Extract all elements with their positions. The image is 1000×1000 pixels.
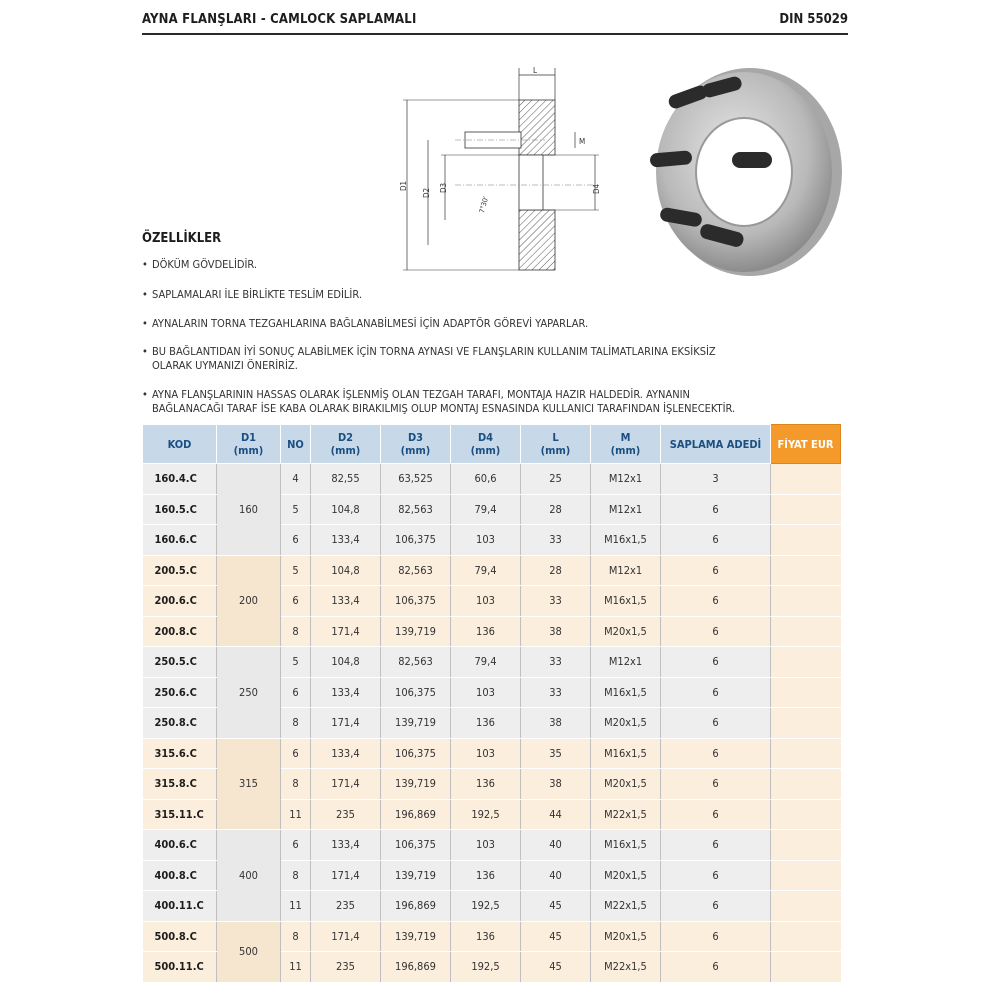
cell-d4: 192,5 — [451, 952, 521, 983]
cell-fiyat — [771, 769, 841, 800]
cell-fiyat — [771, 494, 841, 525]
cell-d4: 103 — [451, 677, 521, 708]
cell-fiyat — [771, 830, 841, 861]
cell-d2: 171,4 — [311, 769, 381, 800]
cell-m: M12x1 — [591, 494, 661, 525]
cell-d3: 139,719 — [381, 708, 451, 739]
cell-d4: 192,5 — [451, 891, 521, 922]
col-no: NO — [281, 425, 311, 464]
cell-d4: 60,6 — [451, 464, 521, 495]
cell-d4: 103 — [451, 738, 521, 769]
cell-kod: 200.8.C — [143, 616, 217, 647]
cell-saplama: 6 — [661, 708, 771, 739]
cell-d3: 139,719 — [381, 769, 451, 800]
col-saplama: SAPLAMA ADEDİ — [661, 425, 771, 464]
cell-l: 45 — [521, 891, 591, 922]
cell-no: 8 — [281, 860, 311, 891]
cell-kod: 250.5.C — [143, 647, 217, 678]
cell-d2: 133,4 — [311, 586, 381, 617]
cell-d3: 196,869 — [381, 799, 451, 830]
flange-section-drawing — [395, 60, 635, 280]
cell-d3: 82,563 — [381, 494, 451, 525]
col-l: L (mm) — [521, 425, 591, 464]
cell-fiyat — [771, 525, 841, 556]
table-row — [143, 921, 841, 952]
cell-d3: 106,375 — [381, 738, 451, 769]
table-row — [143, 738, 841, 769]
cell-kod: 160.4.C — [143, 464, 217, 495]
cell-no: 6 — [281, 677, 311, 708]
cell-saplama: 6 — [661, 677, 771, 708]
cell-fiyat — [771, 738, 841, 769]
standard-label: DIN 55029 — [779, 12, 848, 27]
cell-kod: 160.5.C — [143, 494, 217, 525]
cell-fiyat — [771, 647, 841, 678]
cell-m: M20x1,5 — [591, 616, 661, 647]
cell-no: 11 — [281, 891, 311, 922]
cell-d3: 63,525 — [381, 464, 451, 495]
cell-saplama: 6 — [661, 555, 771, 586]
cell-l: 38 — [521, 708, 591, 739]
cell-d4: 103 — [451, 586, 521, 617]
cell-d2: 171,4 — [311, 616, 381, 647]
cell-m: M20x1,5 — [591, 860, 661, 891]
cell-d1: 160 — [217, 464, 281, 556]
label-d1: D1 — [399, 180, 408, 191]
cell-l: 40 — [521, 830, 591, 861]
feature-item: • DÖKÜM GÖVDELİDİR. — [142, 258, 258, 271]
table-body — [143, 464, 841, 983]
cell-saplama: 6 — [661, 921, 771, 952]
cell-kod: 250.6.C — [143, 677, 217, 708]
cell-kod: 400.8.C — [143, 860, 217, 891]
cell-d3: 139,719 — [381, 921, 451, 952]
cell-fiyat — [771, 464, 841, 495]
cell-saplama: 6 — [661, 525, 771, 556]
cell-no: 6 — [281, 586, 311, 617]
cell-l: 38 — [521, 769, 591, 800]
cell-d3: 196,869 — [381, 952, 451, 983]
cell-d1: 500 — [217, 921, 281, 982]
cell-d2: 133,4 — [311, 830, 381, 861]
cell-d3: 106,375 — [381, 525, 451, 556]
cell-d2: 235 — [311, 891, 381, 922]
cell-saplama: 6 — [661, 738, 771, 769]
cell-d2: 235 — [311, 952, 381, 983]
cell-d2: 104,8 — [311, 494, 381, 525]
cell-l: 45 — [521, 921, 591, 952]
table-row — [143, 647, 841, 678]
col-m: M (mm) — [591, 425, 661, 464]
cell-fiyat — [771, 921, 841, 952]
cell-l: 33 — [521, 586, 591, 617]
cell-m: M20x1,5 — [591, 921, 661, 952]
cell-d3: 82,563 — [381, 647, 451, 678]
col-d2: D2 (mm) — [311, 425, 381, 464]
cell-m: M22x1,5 — [591, 891, 661, 922]
table-row — [143, 830, 841, 861]
cell-saplama: 6 — [661, 586, 771, 617]
cell-l: 38 — [521, 616, 591, 647]
cell-no: 8 — [281, 921, 311, 952]
cell-fiyat — [771, 708, 841, 739]
cell-m: M22x1,5 — [591, 952, 661, 983]
cell-d3: 106,375 — [381, 677, 451, 708]
col-d3: D3 (mm) — [381, 425, 451, 464]
cell-saplama: 6 — [661, 647, 771, 678]
cell-l: 40 — [521, 860, 591, 891]
table-row — [143, 555, 841, 586]
cell-d1: 200 — [217, 555, 281, 647]
cell-kod: 160.6.C — [143, 525, 217, 556]
cell-kod: 315.11.C — [143, 799, 217, 830]
cell-d2: 104,8 — [311, 647, 381, 678]
cell-d2: 104,8 — [311, 555, 381, 586]
feature-item: • AYNA FLANŞLARININ HASSAS OLARAK İŞLENMİŞ OLAN TEZGAH TARAFI, MONTAJA HAZIR HALDEDİR. AYNANIN — [142, 388, 690, 401]
cell-l: 33 — [521, 677, 591, 708]
cell-no: 5 — [281, 555, 311, 586]
cell-fiyat — [771, 586, 841, 617]
cell-d1: 250 — [217, 647, 281, 739]
cell-d3: 139,719 — [381, 616, 451, 647]
cell-kod: 315.6.C — [143, 738, 217, 769]
cell-kod: 315.8.C — [143, 769, 217, 800]
cell-l: 44 — [521, 799, 591, 830]
col-d1: D1 (mm) — [217, 425, 281, 464]
cell-d3: 82,563 — [381, 555, 451, 586]
feature-item: • AYNALARIN TORNA TEZGAHLARINA BAĞLANABİLMESİ İÇİN ADAPTÖR GÖREVİ YAPARLAR. — [142, 317, 589, 330]
table-row — [143, 464, 841, 495]
cell-d4: 136 — [451, 616, 521, 647]
cell-no: 11 — [281, 799, 311, 830]
cell-d4: 136 — [451, 860, 521, 891]
features-title: ÖZELLİKLER — [142, 231, 222, 246]
cell-no: 4 — [281, 464, 311, 495]
cell-d4: 103 — [451, 830, 521, 861]
cell-l: 28 — [521, 494, 591, 525]
col-fiyat: FİYAT EUR — [771, 425, 841, 464]
cell-no: 8 — [281, 769, 311, 800]
cell-d4: 192,5 — [451, 799, 521, 830]
cell-d4: 79,4 — [451, 494, 521, 525]
label-l: L — [533, 66, 538, 75]
cell-d4: 103 — [451, 525, 521, 556]
page-title: AYNA FLANŞLARI - CAMLOCK SAPLAMALI — [142, 12, 417, 27]
cell-l: 35 — [521, 738, 591, 769]
cell-d2: 82,55 — [311, 464, 381, 495]
cell-kod: 250.8.C — [143, 708, 217, 739]
cell-m: M20x1,5 — [591, 769, 661, 800]
cell-m: M16x1,5 — [591, 738, 661, 769]
cell-no: 8 — [281, 708, 311, 739]
label-d4: D4 — [592, 183, 601, 194]
cell-kod: 500.8.C — [143, 921, 217, 952]
cell-no: 11 — [281, 952, 311, 983]
flange-product-image — [640, 60, 845, 285]
label-d2: D2 — [422, 187, 431, 198]
cell-saplama: 6 — [661, 830, 771, 861]
cell-d4: 136 — [451, 708, 521, 739]
cell-d3: 139,719 — [381, 860, 451, 891]
cell-kod: 400.11.C — [143, 891, 217, 922]
cell-d3: 196,869 — [381, 891, 451, 922]
cell-d2: 171,4 — [311, 921, 381, 952]
cell-d4: 136 — [451, 921, 521, 952]
cell-m: M22x1,5 — [591, 799, 661, 830]
cell-kod: 200.6.C — [143, 586, 217, 617]
cell-d2: 235 — [311, 799, 381, 830]
cell-kod: 400.6.C — [143, 830, 217, 861]
col-d4: D4 (mm) — [451, 425, 521, 464]
cell-fiyat — [771, 799, 841, 830]
cell-fiyat — [771, 891, 841, 922]
cell-m: M12x1 — [591, 647, 661, 678]
cell-saplama: 6 — [661, 860, 771, 891]
cell-d2: 133,4 — [311, 738, 381, 769]
cell-fiyat — [771, 860, 841, 891]
cell-m: M20x1,5 — [591, 708, 661, 739]
cell-fiyat — [771, 555, 841, 586]
cell-d4: 79,4 — [451, 555, 521, 586]
cell-fiyat — [771, 616, 841, 647]
cell-l: 28 — [521, 555, 591, 586]
cell-no: 6 — [281, 525, 311, 556]
cell-saplama: 3 — [661, 464, 771, 495]
cell-saplama: 6 — [661, 952, 771, 983]
cell-no: 6 — [281, 830, 311, 861]
cell-saplama: 6 — [661, 891, 771, 922]
label-m: M — [579, 137, 586, 146]
cell-d3: 106,375 — [381, 586, 451, 617]
cell-no: 6 — [281, 738, 311, 769]
cell-d1: 400 — [217, 830, 281, 922]
cell-d2: 171,4 — [311, 708, 381, 739]
cell-kod: 200.5.C — [143, 555, 217, 586]
feature-item: • BU BAĞLANTIDAN İYİ SONUÇ ALABİLMEK İÇİN TORNA AYNASI VE FLANŞLARIN KULLANIM TALİMATLARINA EKSİKSİZ — [142, 345, 716, 358]
cell-fiyat — [771, 677, 841, 708]
cell-m: M16x1,5 — [591, 586, 661, 617]
cell-d4: 79,4 — [451, 647, 521, 678]
cell-saplama: 6 — [661, 494, 771, 525]
cell-saplama: 6 — [661, 616, 771, 647]
cell-d2: 133,4 — [311, 525, 381, 556]
cell-d1: 315 — [217, 738, 281, 830]
header-rule — [142, 33, 848, 35]
cell-m: M12x1 — [591, 555, 661, 586]
cell-saplama: 6 — [661, 799, 771, 830]
cell-d2: 171,4 — [311, 860, 381, 891]
cell-m: M16x1,5 — [591, 677, 661, 708]
cell-saplama: 6 — [661, 769, 771, 800]
cell-l: 45 — [521, 952, 591, 983]
cell-no: 8 — [281, 616, 311, 647]
spec-table — [142, 424, 841, 983]
label-angle: 7°30' — [478, 195, 491, 215]
label-d3: D3 — [439, 182, 448, 193]
feature-item-cont: OLARAK UYMANIZI ÖNERİRİZ. — [152, 359, 298, 372]
col-kod: KOD — [143, 425, 217, 464]
cell-d4: 136 — [451, 769, 521, 800]
cell-kod: 500.11.C — [143, 952, 217, 983]
cell-no: 5 — [281, 494, 311, 525]
cell-no: 5 — [281, 647, 311, 678]
cell-m: M16x1,5 — [591, 830, 661, 861]
table-header-row — [143, 425, 841, 464]
cell-d2: 133,4 — [311, 677, 381, 708]
cell-l: 33 — [521, 647, 591, 678]
cell-m: M16x1,5 — [591, 525, 661, 556]
cell-d3: 106,375 — [381, 830, 451, 861]
feature-item-cont: BAĞLANACAĞI TARAF İSE KABA OLARAK BIRAKILMIŞ OLUP MONTAJ ESNASINDA KULLANICI TARAFINDAN İŞLENECEKTİR. — [152, 402, 736, 415]
cell-m: M12x1 — [591, 464, 661, 495]
cell-fiyat — [771, 952, 841, 983]
cell-l: 33 — [521, 525, 591, 556]
feature-item: • SAPLAMALARI İLE BİRLİKTE TESLİM EDİLİR. — [142, 288, 362, 301]
cell-l: 25 — [521, 464, 591, 495]
